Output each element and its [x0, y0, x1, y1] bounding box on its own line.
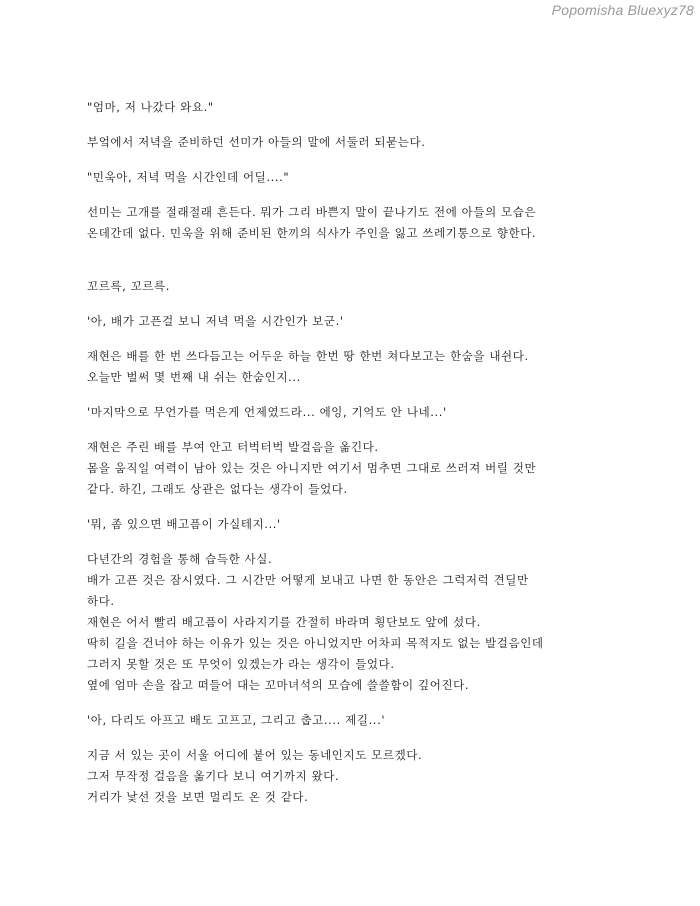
text-line: 부엌에서 저녁을 준비하던 선미가 아들의 말에 서둘러 되묻는다. — [87, 135, 426, 149]
paragraph — [87, 549, 627, 696]
paragraph — [87, 132, 627, 153]
watermark-text: Popomisha Bluexyz78 — [551, 2, 694, 18]
paragraph — [87, 167, 627, 188]
paragraph — [87, 346, 627, 388]
paragraph — [87, 437, 627, 500]
text-line: 선미는 고개를 절래절래 흔든다. 뭐가 그리 바쁜지 말이 끝나기도 전에 아들의 모습은 — [87, 205, 537, 219]
text-line: 온데간데 없다. 민욱을 위해 준비된 한끼의 식사가 주인을 잃고 쓰레기통으로 향한다. — [87, 226, 537, 240]
paragraph — [87, 276, 627, 297]
text-line: 하다. — [87, 594, 115, 608]
text-line: 딱히 길을 건너야 하는 이유가 있는 것은 아니었지만 어차피 목적지도 없는 발걸음인데 — [87, 636, 544, 650]
text-line: 옆에 엄마 손을 잡고 떠들어 대는 꼬마녀석의 모습에 쓸쓸함이 깊어진다. — [87, 678, 470, 692]
text-line: 꼬르륵, 꼬르륵. — [87, 279, 171, 293]
text-line: "엄마, 저 나갔다 와요." — [87, 100, 214, 114]
text-line: 그저 무작정 걸음을 옮기다 보니 여기까지 왔다. — [87, 769, 340, 783]
text-line: 같다. 하긴, 그래도 상관은 없다는 생각이 들었다. — [87, 482, 348, 496]
text-line: 몸을 움직일 여력이 남아 있는 것은 아니지만 여기서 멈추면 그대로 쓰러져 버릴 것만 — [87, 461, 537, 475]
document-body — [87, 97, 627, 822]
paragraph — [87, 710, 627, 731]
paragraph — [87, 745, 627, 808]
paragraph — [87, 402, 627, 423]
text-line: 재현은 주린 배를 부여 안고 터벅터벅 발걸음을 옮긴다. — [87, 440, 379, 454]
text-line: 다년간의 경험을 통해 습득한 사실. — [87, 552, 273, 566]
text-line: "민욱아, 저녁 먹을 시간인데 어딜...." — [87, 170, 290, 184]
paragraph — [87, 202, 627, 244]
text-line: '뭐, 좀 있으면 배고픔이 가실테지...' — [87, 517, 281, 531]
paragraph — [87, 311, 627, 332]
text-line: '마지막으로 무언가를 먹은게 언제였드라... 에잉, 기억도 안 나네...' — [87, 405, 447, 419]
text-line: 재현은 어서 빨리 배고픔이 사라지기를 간절히 바라며 횡단보도 앞에 섰다. — [87, 615, 481, 629]
text-line: 오늘만 벌써 몇 번째 내 쉬는 한숨인지... — [87, 370, 301, 384]
text-line: 그러지 못할 것은 또 무엇이 있겠는가 라는 생각이 들었다. — [87, 657, 395, 671]
paragraph — [87, 514, 627, 535]
text-line: 지금 서 있는 곳이 서울 어디에 붙어 있는 동네인지도 모르겠다. — [87, 748, 423, 762]
text-line: '아, 다리도 아프고 배도 고프고, 그리고 춥고.... 제길...' — [87, 713, 386, 727]
text-line: '아, 배가 고픈걸 보니 저녁 먹을 시간인가 보군.' — [87, 314, 344, 328]
paragraph — [87, 97, 627, 118]
text-line: 거리가 낯선 것을 보면 멀리도 온 것 같다. — [87, 790, 309, 804]
text-line: 배가 고픈 것은 잠시였다. 그 시간만 어떻게 보내고 나면 한 동안은 그럭저럭 견딜만 — [87, 573, 529, 587]
text-line: 재현은 배를 한 번 쓰다듬고는 어두운 하늘 한번 땅 한번 쳐다보고는 한숨을 내쉰다. — [87, 349, 529, 363]
